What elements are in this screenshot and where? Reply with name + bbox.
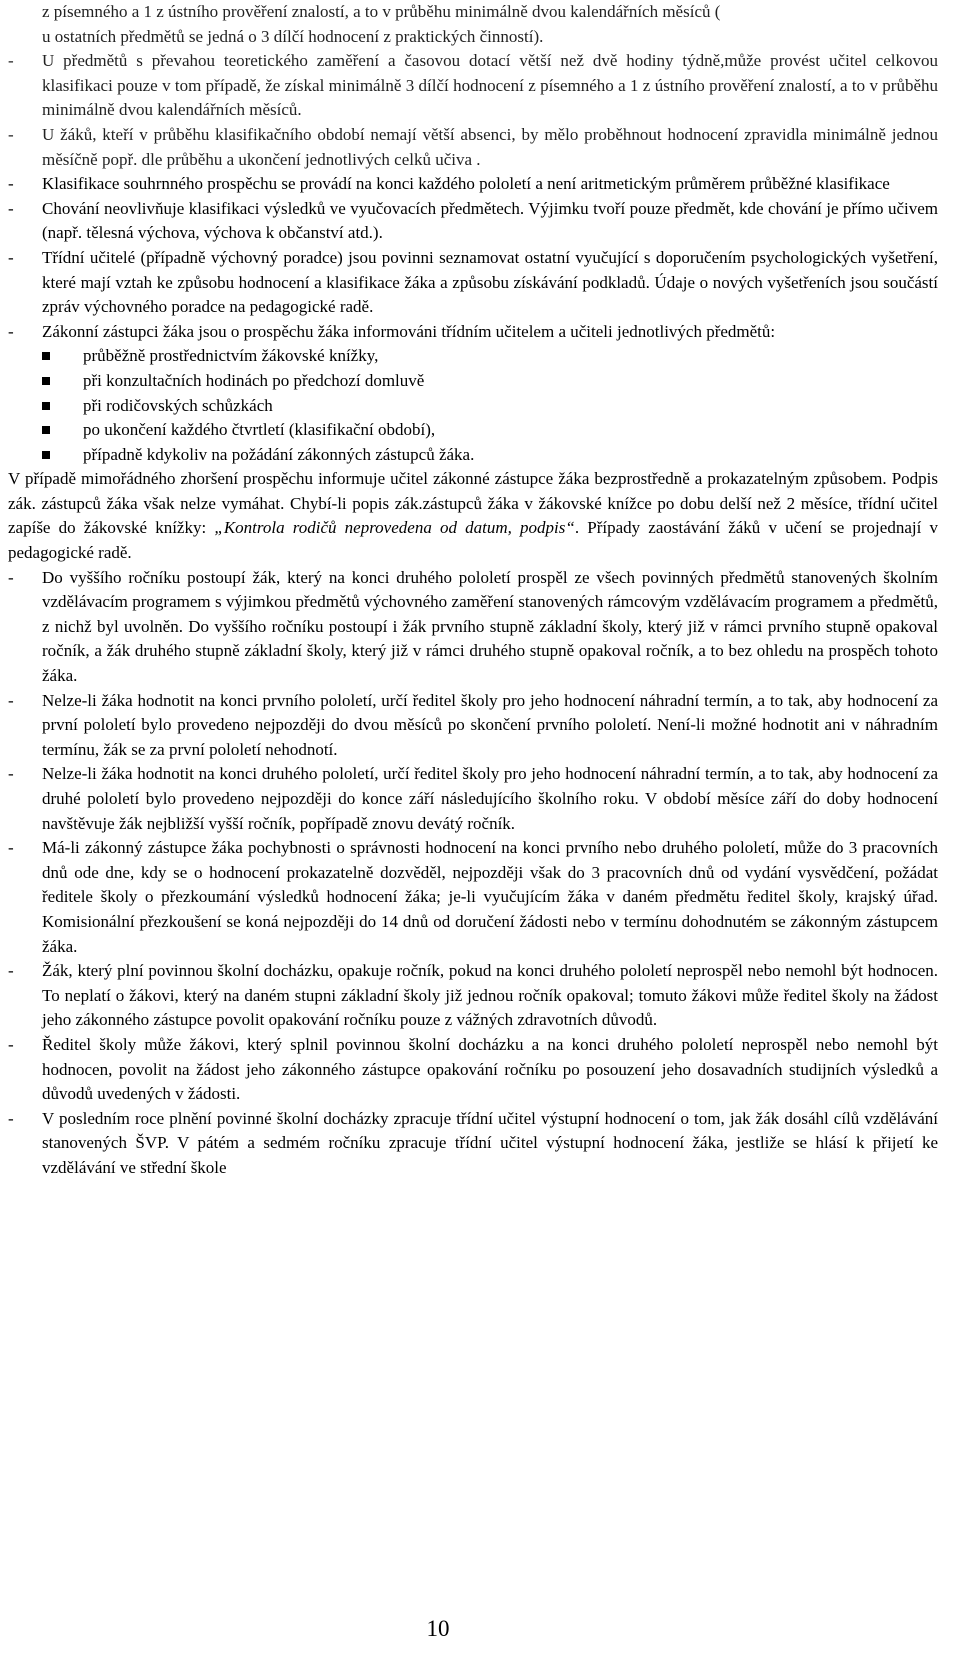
list-item — [8, 566, 938, 689]
list-item-text: U předmětů s převahou teoretického zaměření a časovou dotací větší než dvě hodiny týdně,může provést učitel celkovou klasifikaci pouze v tom případě, že získal minimálně 3 dílčí hodnocení z písemného a 1 z ústního prověření znalostí, a to v průběhu minimálně dvou kalendářních měsíců. — [42, 51, 938, 120]
dash-marker: - — [8, 51, 14, 71]
list-item — [8, 762, 938, 836]
bullet-text: případně kdykoliv na požádání zákonných zástupců žáka. — [83, 444, 475, 464]
list-item-text: Nelze-li žáka hodnotit na konci druhého pololetí, určí ředitel školy pro jeho hodnocení náhradní termín, a to tak, aby hodnocení za druhé pololetí bylo provedeno nejpozději do konce září následujícího školního roku. V období měsíce září do doby hodnocení navštěvuje žák nejbližší vyšší ročník, popřípadě znovu devátý ročník. — [42, 764, 938, 833]
list-item-text: Do vyššího ročníku postoupí žák, který na konci druhého pololetí prospěl ze všech povinných předmětů stanovených školním vzdělávacím programem s výjimkou předmětů výchovného zaměření stanovených rámcovým vzdělávacím programem a předmětů, z nichž byl uvolněn. Do vyššího ročníku postoupí i žák prvního stupně základní školy, který již v rámci prvního stupně opakoval ročník, a žák druhého stupně základní školy, který již v rámci druhého stupně opakoval ročník, a to bez ohledu na prospěch tohoto žáka. — [42, 567, 938, 686]
bullet-item — [8, 394, 938, 419]
bullet-text: při rodičovských schůzkách — [83, 395, 273, 415]
bullet-item — [8, 418, 938, 443]
list-item — [8, 320, 938, 345]
intro-continuation — [8, 0, 938, 49]
dash-marker: - — [8, 764, 14, 784]
list-item-text: Nelze-li žáka hodnotit na konci prvního pololetí, určí ředitel školy pro jeho hodnocení náhradní termín, a to tak, aby hodnocení za první pololetí bylo provedeno nejpozději do dvou měsíců po skončení prvního pololetí. Není-li možné hodnotit ani v náhradním termínu, žák se za první pololetí nehodnotí. — [42, 690, 938, 759]
dash-marker: - — [8, 124, 14, 144]
list-item-text: Žák, který plní povinnou školní docházku, opakuje ročník, pokud na konci druhého pololetí neprospěl nebo nemohl být hodnocen. To neplatí o žákovi, který na daném stupni základní školy již jednou ročník opakoval; tomuto žákovi může ředitel školy na žádost jeho zákonného zástupce povolit opakování ročníku pouze z vážných zdravotních důvodů. — [42, 961, 938, 1030]
list-item-text: Chování neovlivňuje klasifikaci výsledků ve vyučovacích předmětech. Výjimku tvoří pouze předmět, kde chování je přímo učivem (např. tělesná výchova, výchova k občanství atd.). — [42, 198, 938, 243]
list-item-text: Zákonní zástupci žáka jsou o prospěchu žáka informováni třídním učitelem a učiteli jednotlivých předmětů: — [42, 321, 776, 341]
paragraph-quote: „Kontrola rodičů neprovedena od datum, podpis“ — [214, 518, 575, 538]
dash-marker: - — [8, 838, 14, 858]
square-bullet-icon — [42, 426, 50, 434]
bullet-item — [8, 443, 938, 468]
dash-marker: - — [8, 1034, 14, 1054]
list-item-text: Ředitel školy může žákovi, který splnil povinnou školní docházku a na konci druhého pololetí neprospěl nebo nemohl být hodnocen, povolit na žádost jeho zákonného zástupce opakování ročníku po posouzení jeho dosavadních studijních výsledků a důvodů uvedených v žádosti. — [42, 1034, 938, 1104]
list-item-text: Klasifikace souhrnného prospěchu se provádí na konci každého pololetí a není aritmetickým průměrem průběžné klasifikace — [42, 174, 890, 194]
square-bullet-icon — [42, 402, 50, 410]
paragraph — [8, 467, 938, 565]
bullet-item — [8, 344, 938, 369]
list-item — [8, 49, 938, 123]
dash-marker: - — [8, 1108, 14, 1128]
bullet-text: průběžně prostřednictvím žákovské knížky, — [83, 346, 379, 366]
list-item — [8, 197, 938, 246]
bullet-text: po ukončení každého čtvrtletí (klasifikační období), — [83, 420, 436, 440]
dash-marker: - — [8, 567, 14, 587]
dash-marker: - — [8, 247, 14, 267]
list-item — [8, 689, 938, 763]
square-bullet-icon — [42, 377, 50, 385]
dash-marker: - — [8, 198, 14, 218]
list-item — [8, 246, 938, 320]
bullet-text: při konzultačních hodinách po předchozí domluvě — [83, 370, 425, 390]
list-item-text: U žáků, kteří v průběhu klasifikačního období nemají větší absenci, by mělo proběhnout hodnocení zpravidla minimálně jednou měsíčně popř. dle průběhu a ukončení jednotlivých celků učiva . — [42, 124, 938, 169]
dash-marker: - — [8, 174, 14, 194]
intro-line-1: z písemného a 1 z ústního prověření znalostí, a to v průběhu minimálně dvou kalendářních měsíců ( — [42, 2, 721, 21]
paragraph-text-end: . Případy zaostávání žáků v učení se projednají v pedagogické radě. — [8, 518, 938, 563]
list-item — [8, 1107, 938, 1181]
intro-line-2: u ostatních předmětů se jedná o 3 dílčí hodnocení z praktických činností). — [42, 26, 544, 46]
list-item — [8, 123, 938, 172]
page-number: 10 — [426, 1616, 450, 1641]
list-item-text: Třídní učitelé (případně výchovný poradce) jsou povinni seznamovat ostatní vyučující s doporučením psychologických vyšetření, které mají vztah ke způsobu hodnocení a klasifikace žáka a způsobu získávání podkladů. Údaje o nových vyšetřeních jsou součástí zpráv výchovného poradce na pedagogické radě. — [42, 247, 938, 317]
bullet-item — [8, 369, 938, 394]
list-item — [8, 1033, 938, 1107]
dash-marker: - — [8, 321, 14, 341]
document-page — [8, 0, 938, 1181]
list-item-text: V posledním roce plnění povinné školní docházky zpracuje třídní učitel výstupní hodnocení o tom, jak žák dosáhl cílů vzdělávání stanovených ŠVP. V pátém a sedmém ročníku zpracuje třídní učitel výstupní hodnocení žáka, jestliže se hlásí k přijetí ke vzdělávání ve střední škole — [42, 1108, 938, 1177]
dash-marker: - — [8, 690, 14, 710]
list-item — [8, 836, 938, 959]
list-item-text: Má-li zákonný zástupce žáka pochybnosti o správnosti hodnocení na konci prvního nebo druhého pololetí, může do 3 pracovních dnů ode dne, kdy se o hodnocení prokazatelně dozvěděl, nejpozději však do 3 pracovních dnů od vydání vysvědčení, požádat ředitele školy o přezkoumání výsledků hodnocení žáka; je-li vyučujícím žáka v daném předmětu ředitel školy, krajský úřad. Komisionální přezkoušení se koná nejpozději do 14 dnů od doručení žádosti nebo v termínu dohodnutém se zákonným zástupcem žáka. — [42, 838, 938, 956]
square-bullet-icon — [42, 451, 50, 459]
list-item — [8, 959, 938, 1033]
list-item — [8, 172, 938, 197]
square-bullet-icon — [42, 352, 50, 360]
dash-marker: - — [8, 961, 14, 981]
paragraph-text-start: V případě mimořádného zhoršení prospěchu informuje učitel zákonné zástupce žáka bezprostředně a prokazatelným způsobem. Podpis zák. zástupců žáka však nelze vymáhat. Chybí-li popis zák.zástupců žáka v žákovské knížce po dobu delší než 2 měsíce, třídní učitel zapíše do žákovské knížky: — [8, 469, 938, 538]
